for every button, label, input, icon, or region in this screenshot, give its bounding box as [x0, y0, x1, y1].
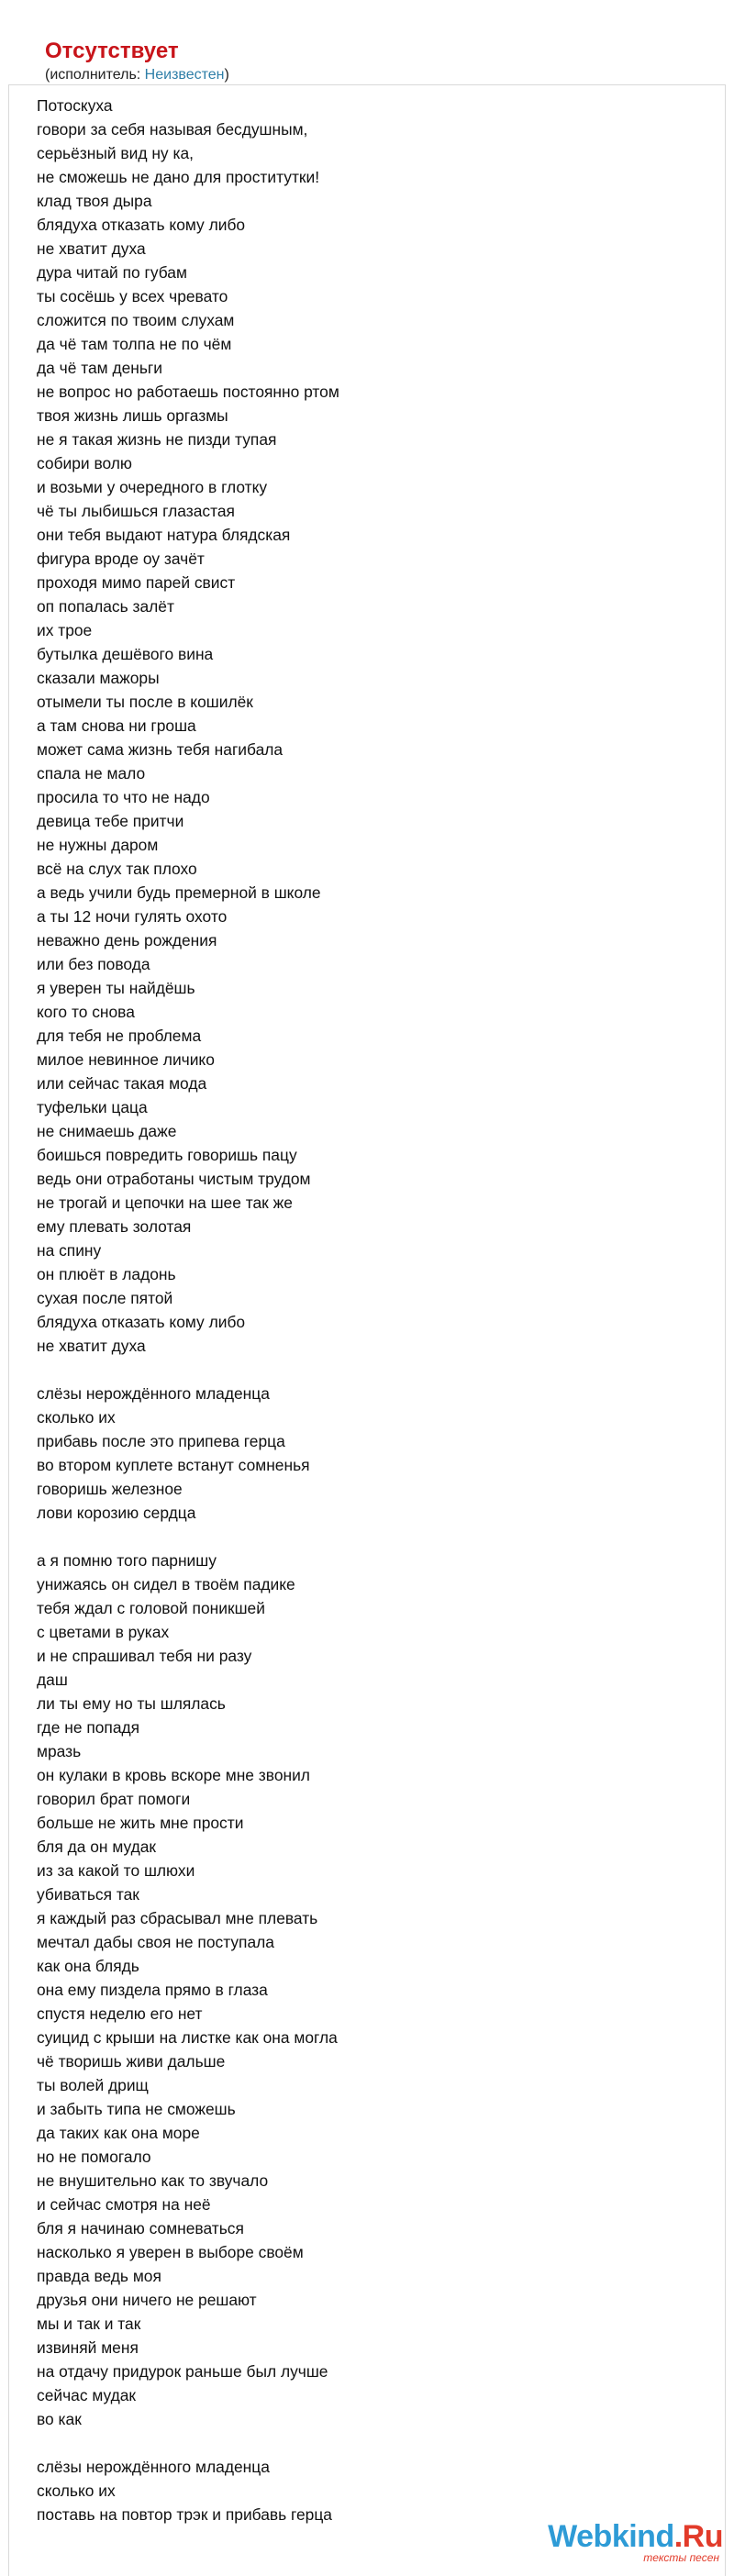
- lyric-line: во как: [37, 2410, 82, 2428]
- lyric-line: прибавь после это припева герца: [37, 1432, 285, 1450]
- lyric-line: блядуха отказать кому либо: [37, 216, 246, 234]
- logo-wordmark: [548, 2521, 723, 2552]
- lyric-line: сколько их: [37, 2482, 116, 2500]
- lyric-line: собири волю: [37, 454, 132, 472]
- lyric-line: насколько я уверен в выборе своём: [37, 2243, 304, 2261]
- lyric-line: для тебя не проблема: [37, 1027, 202, 1045]
- lyric-line: не я такая жизнь не пизди тупая: [37, 430, 277, 449]
- lyric-line: бля я начинаю сомневаться: [37, 2219, 244, 2237]
- lyric-line: милое невинное личико: [37, 1050, 215, 1069]
- lyric-line: лови корозию сердца: [37, 1504, 196, 1522]
- lyric-line: боишься повредить говоришь пацу: [37, 1146, 297, 1164]
- lyric-line: и сейчас смотря на неё: [37, 2195, 211, 2214]
- lyric-line: сейчас мудак: [37, 2386, 137, 2404]
- lyric-line: сказали мажоры: [37, 669, 160, 687]
- lyric-line: мечтал дабы своя не поступала: [37, 1933, 274, 1951]
- lyric-line: больше не жить мне прости: [37, 1814, 244, 1832]
- lyric-line: где не попадя: [37, 1718, 140, 1737]
- lyric-line: слёзы нерождённого младенца: [37, 1384, 270, 1403]
- lyric-line: ты сосёшь у всех чревато: [37, 287, 228, 305]
- lyric-line: даш: [37, 1671, 68, 1689]
- lyric-line: как она блядь: [37, 1957, 139, 1975]
- lyric-line: унижаясь он сидел в твоём падике: [37, 1575, 295, 1593]
- lyric-line: чё творишь живи дальше: [37, 2052, 226, 2071]
- lyric-line: туфельки цаца: [37, 1098, 148, 1116]
- lyric-line: я каждый раз сбрасывал мне плевать: [37, 1909, 318, 1927]
- lyric-line: дура читай по губам: [37, 263, 187, 282]
- stanza-break: [37, 1358, 679, 1382]
- lyric-line: неважно день рождения: [37, 931, 217, 949]
- lyric-line: или сейчас такая мода: [37, 1074, 207, 1093]
- stanza-break: [37, 1525, 679, 1549]
- lyric-line: тебя ждал с головой поникшей: [37, 1599, 265, 1617]
- lyric-line: на отдачу придурок раньше был лучше: [37, 2362, 328, 2381]
- lyric-line: отымели ты после в кошилёк: [37, 693, 253, 711]
- lyric-line: ли ты ему но ты шлялась: [37, 1694, 226, 1713]
- logo-word: Webkind: [548, 2519, 674, 2554]
- lyric-line: да таких как она море: [37, 2124, 200, 2142]
- lyric-line: бля да он мудак: [37, 1838, 157, 1856]
- lyric-line: ты волей дрищ: [37, 2076, 149, 2094]
- lyric-line: а там снова ни гроша: [37, 716, 196, 735]
- lyric-line: но не помогало: [37, 2148, 151, 2166]
- lyric-line: поставь на повтор трэк и прибавь герца: [37, 2505, 332, 2524]
- lyric-line: мразь: [37, 1742, 82, 1760]
- lyric-line: да чё там деньги: [37, 359, 162, 377]
- lyric-line: она ему пиздела прямо в глаза: [37, 1981, 268, 1999]
- artist-suffix: ): [224, 67, 229, 83]
- lyric-line: просила то что не надо: [37, 788, 210, 806]
- lyric-line: убиваться так: [37, 1885, 139, 1904]
- lyric-line: а я помню того парнишу: [37, 1551, 217, 1570]
- lyric-line: чё ты лыбишься глазастая: [37, 502, 235, 520]
- lyric-line: ведь они отработаны чистым трудом: [37, 1170, 311, 1188]
- lyrics-text: [37, 94, 679, 2526]
- lyric-line: говори за себя называя бесдушным,: [37, 120, 308, 139]
- lyric-line: девица тебе притчи: [37, 812, 184, 830]
- lyric-line: их трое: [37, 621, 93, 639]
- lyric-line: не хватит духа: [37, 1337, 146, 1355]
- artist-link[interactable]: Неизвестен: [144, 67, 225, 83]
- lyric-line: блядуха отказать кому либо: [37, 1313, 246, 1331]
- lyric-line: ему плевать золотая: [37, 1217, 192, 1236]
- lyric-line: он плюёт в ладонь: [37, 1265, 176, 1283]
- lyric-line: не хватит духа: [37, 239, 146, 258]
- lyric-line: из за какой то шлюхи: [37, 1861, 195, 1880]
- song-header: [8, 0, 726, 84]
- stanza-break: [37, 2431, 679, 2455]
- lyric-line: не внушительно как то звучало: [37, 2171, 269, 2190]
- lyric-line: а ты 12 ночи гулять охото: [37, 907, 228, 926]
- site-logo[interactable]: [548, 2521, 723, 2563]
- logo-subtitle: тексты песен: [643, 2551, 719, 2564]
- lyric-line: мы и так и так: [37, 2315, 141, 2333]
- lyric-line: говорил брат помоги: [37, 1790, 191, 1808]
- lyric-line: а ведь учили будь премерной в школе: [37, 883, 321, 902]
- lyric-line: проходя мимо парей свист: [37, 573, 236, 592]
- artist-line: [45, 66, 698, 84]
- lyric-line: говоришь железное: [37, 1480, 183, 1498]
- lyric-line: твоя жизнь лишь оргазмы: [37, 406, 228, 425]
- lyric-line: я уверен ты найдёшь: [37, 979, 195, 997]
- lyric-line: да чё там толпа не по чём: [37, 335, 232, 353]
- lyric-line: Потоскуха: [37, 96, 113, 115]
- lyric-line: и возьми у очередного в глотку: [37, 478, 268, 496]
- lyric-line: извиняй меня: [37, 2338, 139, 2357]
- lyric-line: может сама жизнь тебя нагибала: [37, 740, 284, 759]
- lyric-line: оп попалась залёт: [37, 597, 174, 616]
- lyric-line: не сможешь не дано для проститутки!: [37, 168, 320, 186]
- lyric-line: не трогай и цепочки на шее так же: [37, 1194, 293, 1212]
- lyric-line: спала не мало: [37, 764, 146, 783]
- lyric-line: друзья они ничего не решают: [37, 2291, 257, 2309]
- song-title: Отсутствует: [45, 39, 179, 63]
- lyric-line: кого то снова: [37, 1003, 135, 1021]
- lyric-line: суицид с крыши на листке как она могла: [37, 2028, 338, 2047]
- lyric-line: он кулаки в кровь вскоре мне звонил: [37, 1766, 310, 1784]
- lyric-line: серьёзный вид ну ка,: [37, 144, 194, 162]
- lyric-line: спустя неделю его нет: [37, 2004, 203, 2023]
- lyric-line: и не спрашивал тебя ни разу: [37, 1647, 252, 1665]
- lyric-line: и забыть типа не сможешь: [37, 2100, 236, 2118]
- artist-prefix: (исполнитель:: [45, 67, 145, 83]
- lyric-line: фигура вроде оу зачёт: [37, 550, 205, 568]
- lyric-line: бутылка дешёвого вина: [37, 645, 214, 663]
- lyric-line: с цветами в руках: [37, 1623, 170, 1641]
- lyric-line: или без повода: [37, 955, 150, 973]
- lyric-line: сухая после пятой: [37, 1289, 173, 1307]
- lyric-line: не нужны даром: [37, 836, 159, 854]
- lyric-line: сколько их: [37, 1408, 116, 1427]
- lyric-line: слёзы нерождённого младенца: [37, 2458, 270, 2476]
- lyric-line: всё на слух так плохо: [37, 860, 197, 878]
- logo-tld: .Ru: [673, 2519, 723, 2554]
- lyric-line: во втором куплете встанут сомненья: [37, 1456, 310, 1474]
- lyric-line: на спину: [37, 1241, 102, 1260]
- lyric-line: клад твоя дыра: [37, 192, 152, 210]
- lyric-line: не снимаешь даже: [37, 1122, 177, 1140]
- lyric-line: сложится по твоим слухам: [37, 311, 235, 329]
- lyric-line: они тебя выдают натура блядская: [37, 526, 291, 544]
- lyric-line: не вопрос но работаешь постоянно ртом: [37, 383, 339, 401]
- lyric-line: правда ведь моя: [37, 2267, 161, 2285]
